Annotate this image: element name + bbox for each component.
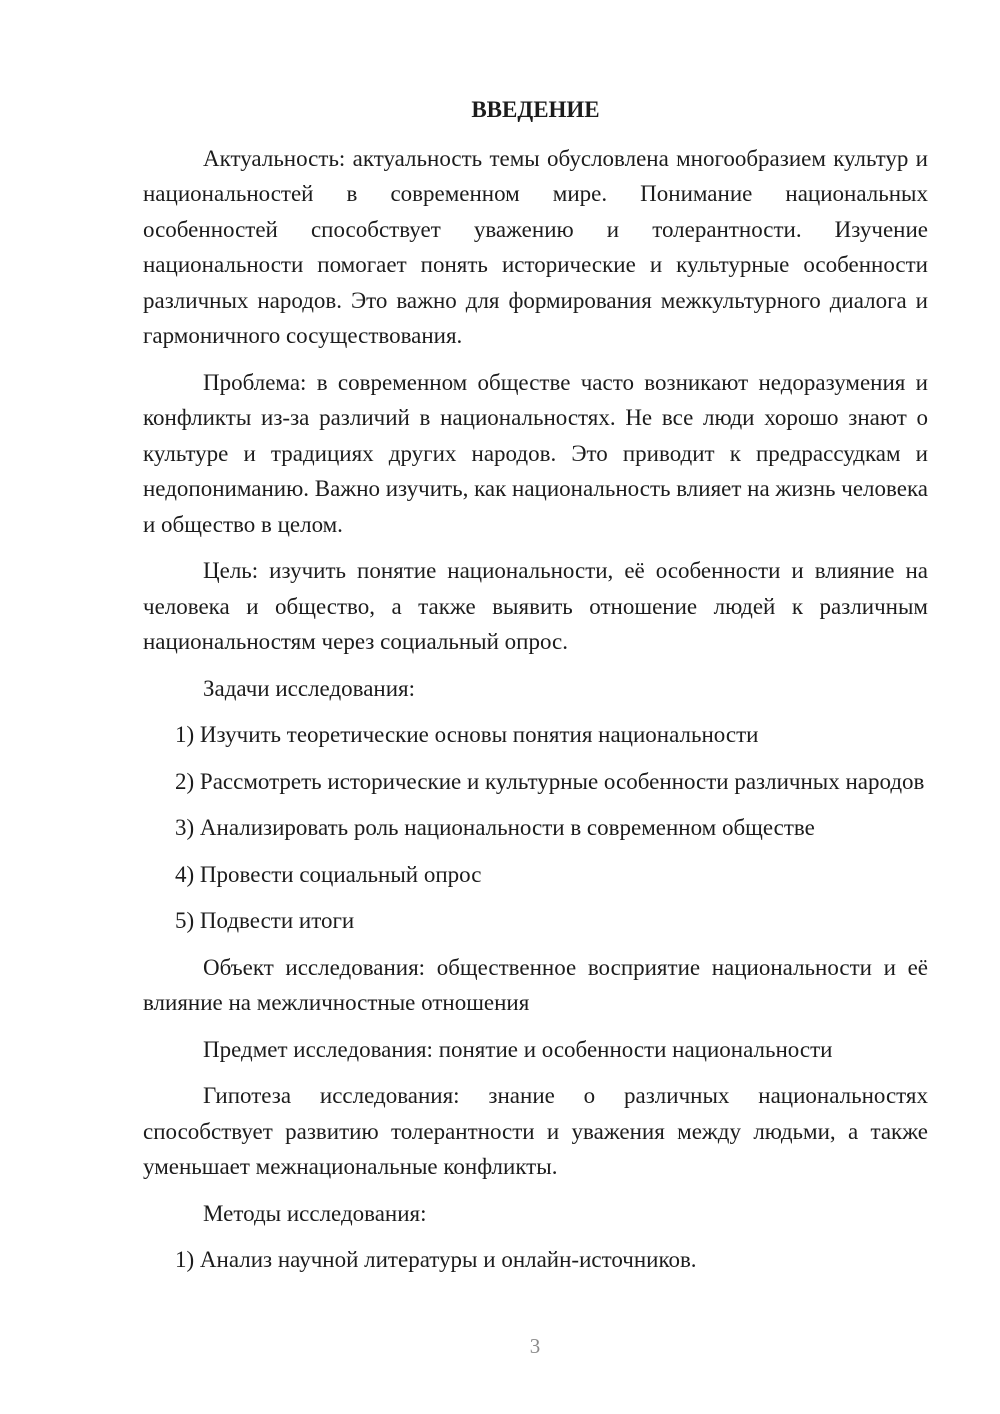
object-paragraph: Объект исследования: общественное восприятие национальности и её влияние на межличностные отношения <box>143 954 928 1015</box>
subject-paragraph: Предмет исследования: понятие и особенности национальности <box>203 1036 833 1062</box>
task-item-4: 4) Провести социальный опрос <box>175 861 482 887</box>
page-number: 3 <box>529 1334 541 1358</box>
document-body <box>143 92 928 1289</box>
relevance-paragraph: Актуальность: актуальность темы обусловлена многообразием культур и национальностей в современном мире. Понимание национальных особенностей способствует уважению и толерантности. Изучение национальности помогает понять исторические и культурные особенности различных народов. Это важно для формирования межкультурного диалога и гармоничного сосуществования. <box>143 145 928 348</box>
methods-heading: Методы исследования: <box>203 1200 427 1226</box>
method-item-1: 1) Анализ научной литературы и онлайн-источников. <box>175 1247 697 1272</box>
page-title: ВВЕДЕНИЕ <box>471 97 600 122</box>
problem-paragraph: Проблема: в современном обществе часто возникают недоразумения и конфликты из-за различий в национальностях. Не все люди хорошо знают о культуре и традициях других народов. Это приводит к предрассудкам и недопониманию. Важно изучить, как национальность влияет на жизнь человека и общество в целом. <box>143 369 928 537</box>
hypothesis-paragraph: Гипотеза исследования: знание о различных национальностях способствует развитию толерантности и уважения между людьми, а также уменьшает межнациональные конфликты. <box>143 1083 928 1179</box>
goal-paragraph: Цель: изучить понятие национальности, её особенности и влияние на человека и общество, а также выявить отношение людей к различным национальностям через социальный опрос. <box>143 558 928 654</box>
task-item-1: 1) Изучить теоретические основы понятия национальности <box>175 722 759 747</box>
task-item-3: 3) Анализировать роль национальности в современном обществе <box>175 815 815 840</box>
task-item-5: 5) Подвести итоги <box>175 908 355 933</box>
task-item-2: 2) Рассмотреть исторические и культурные особенности различных народов <box>175 768 925 794</box>
tasks-heading: Задачи исследования: <box>203 675 416 701</box>
